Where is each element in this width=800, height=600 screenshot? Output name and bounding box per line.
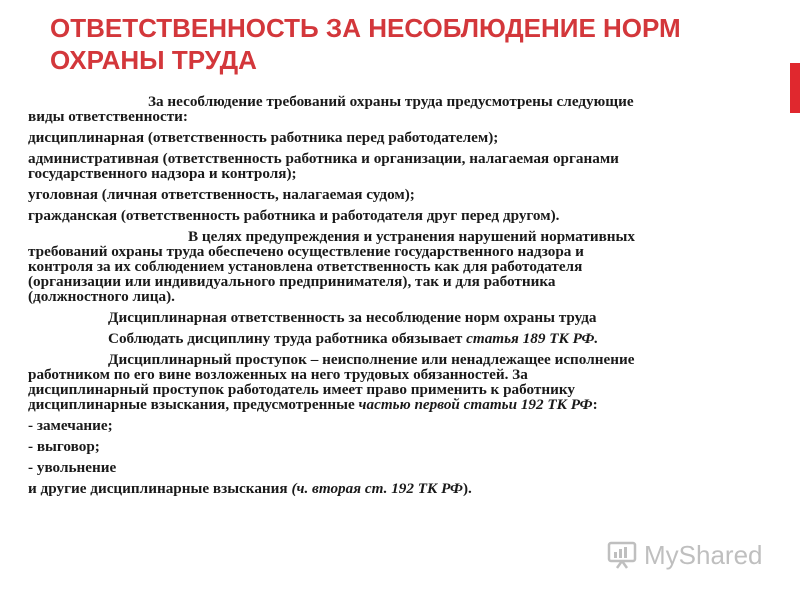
title-line-2: ОХРАНЫ ТРУДА [50, 45, 257, 75]
watermark-text: MyShared [644, 539, 763, 570]
offense-text: Дисциплинарный проступок – неисполнение или ненадлежащее исполнение работником по его вине возложенных на него трудовых обязанностей. За дисциплинарный проступок работодатель имеет право применить к работнику дисциплинарные взыскания, предусмотренные [28, 351, 635, 413]
other-text: и другие дисциплинарные взыскания [28, 480, 292, 497]
slide-body [28, 94, 768, 502]
slide-title [50, 12, 750, 76]
offense-end: : [592, 396, 598, 413]
watermark [606, 538, 763, 572]
duty-law-reference: статья 189 ТК РФ. [466, 330, 599, 347]
item-civil: гражданская (ответственность работника и работодателя друг перед другом). [28, 207, 560, 224]
offense-law-reference: частью первой статьи 192 ТК РФ [358, 396, 593, 413]
duty-text: Соблюдать дисциплину труда работника обязывает [108, 330, 467, 347]
penalty-item: - выговор; [28, 438, 100, 455]
other-law-reference: (ч. вторая ст. 192 ТК РФ [291, 480, 463, 497]
penalty-item: - увольнение [28, 459, 117, 476]
other-end: ). [462, 480, 472, 497]
other-penalties-paragraph [28, 481, 768, 496]
offense-paragraph [28, 352, 768, 412]
myshared-logo-icon [606, 539, 638, 571]
item-criminal: уголовная (личная ответственность, налагаемая судом); [28, 186, 415, 203]
accent-bar [790, 63, 800, 113]
disciplinary-heading: Дисциплинарная ответственность за несоблюдение норм охраны труда [108, 309, 597, 326]
prevention-paragraph: В целях предупреждения и устранения нарушений нормативных требований охраны труда обеспечено осуществление государственного надзора и контроля за их соблюдением установлена ответственность как для работодателя (организации или индивидуального предпринимателя), так и для работника (должностного лица). [28, 228, 635, 305]
item-administrative: административная (ответственность работника и организации, налагаемая органами государственного надзора и контроля); [28, 150, 619, 182]
item-disciplinary: дисциплинарная (ответственность работника перед работодателем); [28, 129, 499, 146]
duty-paragraph [28, 331, 768, 346]
penalty-item: - замечание; [28, 417, 113, 434]
title-line-1: ОТВЕТСТВЕННОСТЬ ЗА НЕСОБЛЮДЕНИЕ НОРМ [50, 13, 681, 43]
intro-text: За несоблюдение требований охраны труда предусмотрены следующие виды ответственности: [28, 93, 634, 125]
